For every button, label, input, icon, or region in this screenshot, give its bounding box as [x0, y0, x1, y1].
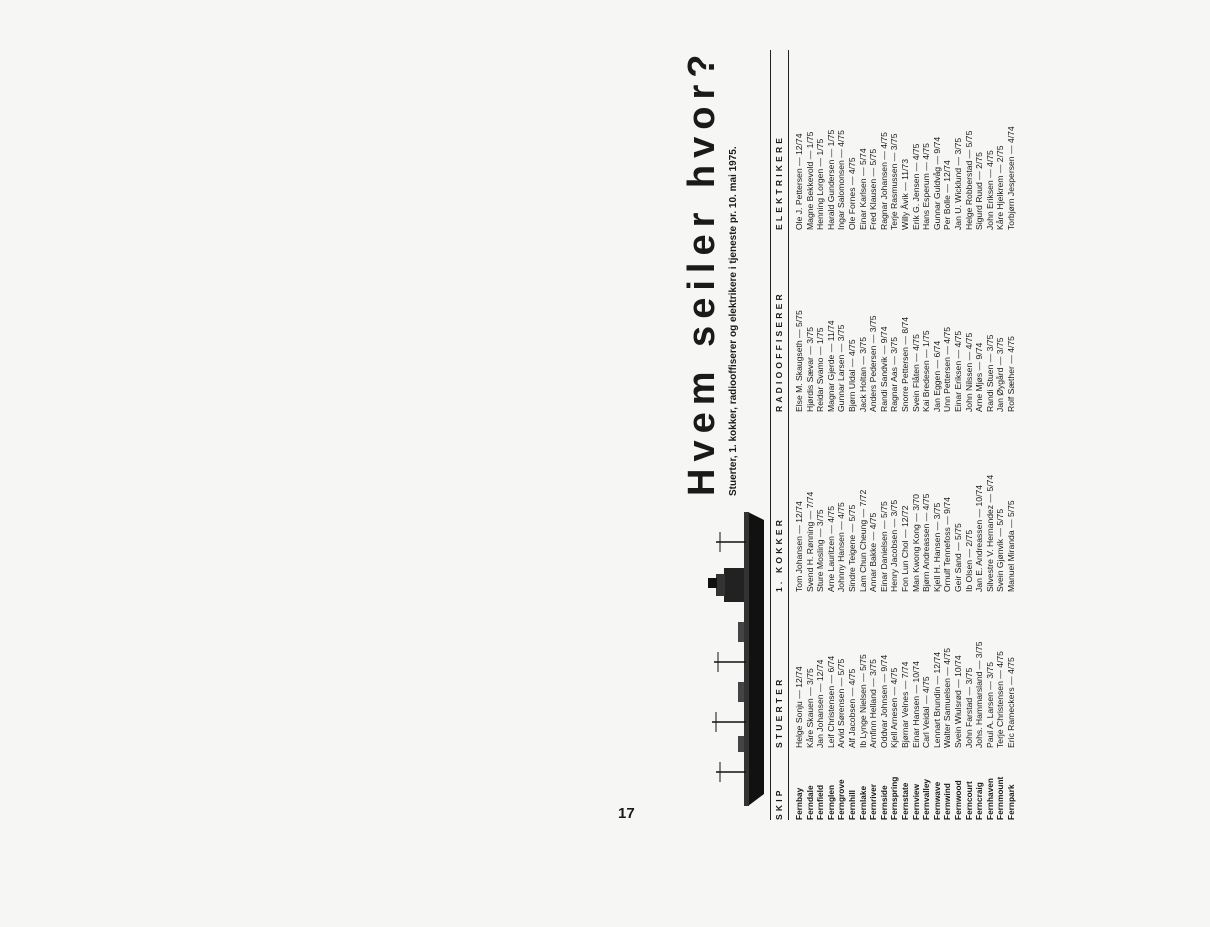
electrician-entry: Ragnar Johansen — 4/75 [878, 132, 889, 230]
steward-entry: Alf Jacobsen — 4/75 [846, 668, 857, 748]
steward-entry: Leif Christensen — 6/74 [825, 655, 836, 748]
cook-entry: Man Kwong Kong — 3/70 [910, 494, 921, 592]
cook-entry: Fon Lun Chol — 12/72 [899, 505, 910, 592]
ship-name: Fernwind [942, 783, 953, 820]
cook-entry: Annar Bakke — 4/75 [868, 512, 879, 592]
electrician-entry: Terje Rasmussen — 3/75 [889, 133, 900, 230]
column-header-stewards: STUERTER [774, 676, 784, 748]
cook-entry: Geir Sand — 5/75 [952, 523, 963, 592]
electrician-entry: Ingar Salomonsen — 4/75 [836, 130, 847, 230]
radio-officer-entry: John Nilssen — 4/75 [963, 332, 974, 412]
electrician-entry: Einar Karlsen — 5/74 [857, 148, 868, 230]
radio-officer-entry: Rolf Sæther — 4/75 [1005, 336, 1016, 412]
cook-entry: Henry Jacobsen — 3/75 [889, 499, 900, 592]
cook-entry: Einar Danielsen — 5/75 [878, 501, 889, 592]
ship-name: Ferncraig [974, 782, 985, 820]
ship-name: Fernmount [995, 776, 1006, 820]
cook-entry: Kjell H. Hansen — 3/75 [931, 502, 942, 592]
cook-entry: Lam Chun Cheung — 7/72 [857, 489, 868, 592]
steward-entry: Jan Johansen — 12/74 [815, 659, 826, 748]
electrician-entry: John Eriksen — 4/75 [984, 150, 995, 230]
radio-officer-entry: Else M. Skaugseth — 5/75 [794, 310, 804, 412]
steward-entry: Paul A. Larsen — 3/75 [984, 662, 995, 748]
steward-entry: Eric Rameckers — 4/75 [1005, 657, 1016, 748]
cook-entry: Bjørn Andreassen — 4/75 [921, 493, 932, 592]
ship-name: Fernstate [899, 782, 910, 820]
steward-entry: Arvid Sørensen — 5/75 [836, 658, 847, 748]
electrician-entry: Ole Fornes — 4/75 [846, 157, 857, 230]
ship-name: Ferndale [804, 785, 815, 820]
page-subtitle: Stuerter, 1. kokker, radiooffiserer og elektrikere i tjeneste pr. 10. mai 1975. [728, 146, 739, 496]
ship-name: Fernbay [794, 787, 804, 820]
ship-name: Fernhill [846, 790, 857, 820]
radio-officer-entry: Einar Eriksen — 4/75 [952, 330, 963, 412]
steward-entry: Walter Samuelsen — 4/75 [942, 648, 953, 748]
steward-entry: Kjell Arnesen — 4/75 [889, 667, 900, 748]
header-rule-bottom [788, 50, 789, 820]
ship-name: Fernlake [857, 785, 868, 820]
cook-entry: Johnny Hansen — 4/75 [836, 502, 847, 592]
cook-entry: Svein Gjønvik — 5/75 [995, 508, 1006, 592]
steward-entry: Ib Lynge Nielsen — 5/75 [857, 654, 868, 748]
steward-entry: Helge Sonju — 12/74 [794, 666, 804, 748]
rotated-article [680, 47, 1210, 820]
radio-officer-entry: Hjørdis Sævar — 3/75 [804, 326, 815, 412]
electrician-entry: Fred Klausen — 5/75 [868, 148, 879, 230]
ship-name: Fernpark [1005, 784, 1016, 820]
electrician-entry: Harald Gundersen — 1/75 [825, 129, 836, 230]
steward-entry: Arnfinn Helland — 3/75 [868, 659, 879, 748]
radio-officer-entry: Jack Holtan — 3/75 [857, 337, 868, 412]
cook-entry: Jan E. Andreassen — 10/74 [974, 484, 985, 592]
page-title: Hvem seiler hvor? [681, 47, 723, 496]
ship-name: Fernvalley [921, 778, 932, 820]
radio-officer-entry: Reidar Svamo — 1/75 [815, 327, 826, 412]
radio-officer-entry: Anders Pedersen — 3/75 [868, 315, 879, 412]
cook-entry: Tom Johansen — 12/74 [794, 501, 804, 592]
cook-entry: Sindre Teigene — 5/75 [846, 504, 857, 592]
radio-officer-entry: Kai Bredesen — 1/75 [921, 330, 932, 412]
stewards-column [794, 598, 1016, 748]
radio-officer-entry: Arne Mjøs — 9/74 [974, 342, 985, 412]
radio-officer-entry: Gunnar Larsen — 3/75 [836, 324, 847, 412]
column-header-electricians: ELEKTRIKERE [774, 134, 784, 230]
electrician-entry: Sigurd Ruud — 2/75 [974, 152, 985, 230]
electrician-entry: Willy Åvik — 11/73 [899, 159, 910, 230]
steward-entry: Carl Veidal — 4/75 [921, 676, 932, 748]
electrician-entry: Kåre Hjelkrem — 2/75 [995, 145, 1006, 230]
steward-entry: Bjørnar Velnes — 7/74 [899, 661, 910, 748]
electrician-entry: Torbjørn Jespersen — 4/74 [1005, 126, 1016, 230]
cook-entry: Ornulf Tennefoss — 9/74 [942, 497, 953, 592]
steward-entry: Svein Wiulsrød — 10/74 [952, 655, 963, 748]
steward-entry: Einar Hansen — 10/74 [910, 661, 921, 748]
ship-name: Ferngrove [836, 779, 847, 820]
steward-entry: Johs. Hammarsland — 3/75 [974, 641, 985, 748]
steward-entry: Terje Christensen — 4/75 [995, 651, 1006, 748]
radio-officer-entry: Snorre Pettersen — 8/74 [899, 316, 910, 412]
radio-officer-entry: Jan Eggen — 6/74 [931, 340, 942, 412]
steward-entry: Kåre Skauen — 3/75 [804, 668, 815, 748]
header-rule-top [770, 50, 771, 820]
electrician-entry: Erik G. Jensen — 4/75 [910, 143, 921, 230]
cook-entry: Sture Mosling — 3/75 [815, 509, 826, 592]
steward-entry: John Farstad — 3/75 [963, 667, 974, 748]
cook-entry: Silvestre V. Hernandez — 5/74 [984, 474, 995, 592]
electrician-entry: Per Bolle — 12/74 [942, 160, 953, 230]
ships-column [794, 750, 1016, 820]
column-header-cooks: 1. KOKKER [774, 516, 784, 592]
electricians-column [794, 50, 1016, 230]
ship-name: Fernhaven [984, 778, 995, 820]
radio-officer-entry: Ragnar Aas — 3/75 [889, 336, 900, 412]
cooks-column [794, 422, 1016, 592]
radio-officer-entry: Bjørn Uldal — 4/75 [846, 339, 857, 412]
radio-officer-entry: Magnar Gjerde — 11/74 [825, 320, 836, 412]
radio-officer-entry: Jan Øygård — 3/75 [995, 337, 1006, 412]
electrician-entry: Henning Lorgen — 1/75 [815, 138, 826, 230]
ship-name: Fernspring [889, 776, 900, 820]
ship-name: Fernside [878, 785, 889, 820]
ship-name: Fernglen [825, 784, 836, 820]
ship-name: Fernview [910, 784, 921, 820]
electrician-entry: Magne Bekkevold — 1/75 [804, 131, 815, 230]
cook-entry: Manuel Miranda — 5/75 [1005, 500, 1016, 592]
electrician-entry: Helge Robberstad — 5/75 [963, 130, 974, 230]
electrician-entry: Hans Esperum — 4/75 [921, 143, 932, 230]
electrician-entry: Jan U. Wicklund — 3/75 [952, 137, 963, 230]
radio-officer-entry: Svein Flåten — 4/75 [910, 334, 921, 412]
steward-entry: Lennart Brundin — 12/74 [931, 651, 942, 748]
column-header-radio-officers: RADIOOFFISERER [774, 291, 784, 412]
radio-officer-entry: Unn Pettersen — 4/75 [942, 326, 953, 412]
column-header-ships: SKIP [774, 787, 784, 820]
radio-officer-entry: Randi Stuen — 3/75 [984, 334, 995, 412]
cook-entry: Svend H. Rønning — 7/74 [804, 491, 815, 592]
steward-entry: Oddvar Johnsen — 9/74 [878, 654, 889, 748]
page-number: 17 [618, 805, 635, 822]
radio-officer-entry: Randi Sandvik — 9/74 [878, 326, 889, 412]
ship-name: Fernwave [931, 781, 942, 820]
cook-entry: Ib Olsen — 2/75 [963, 529, 974, 592]
ship-illustration [686, 502, 766, 812]
cook-entry: Arne Lauritzen — 4/75 [825, 506, 836, 592]
radio-officers-column [794, 242, 1016, 412]
ship-name: Fernfield [815, 784, 826, 820]
electrician-entry: Ole J. Pettersen — 12/74 [794, 133, 804, 230]
ship-name: Fernriver [868, 784, 879, 820]
electrician-entry: Gunnar Guldvåg — 9/74 [931, 136, 942, 230]
ship-name: Fernwood [952, 780, 963, 820]
ship-name: Ferncourt [963, 781, 974, 820]
